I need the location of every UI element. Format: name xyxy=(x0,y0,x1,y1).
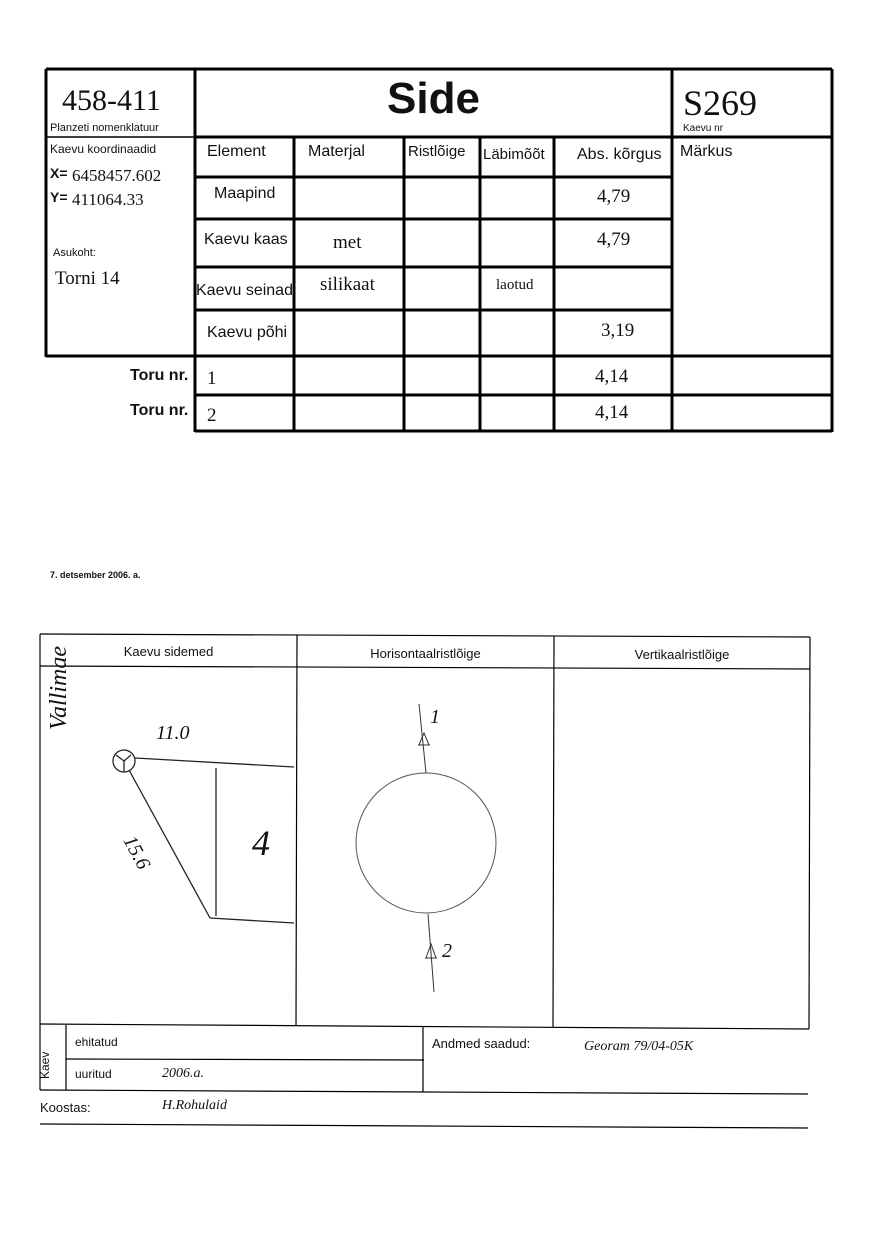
y-label: Y= xyxy=(50,189,68,205)
panel-title-horizontal: Horisontaalristlõige xyxy=(370,646,481,661)
pipe-bottom-label: 2 xyxy=(442,940,452,962)
pipe-number: 1 xyxy=(207,368,217,389)
author-value: H.Rohulaid xyxy=(162,1098,227,1113)
row-diameter: laotud xyxy=(496,277,534,293)
coords-label: Kaevu koordinaadid xyxy=(50,142,157,156)
row-height: 4,79 xyxy=(597,229,631,250)
y-value: 411064.33 xyxy=(72,190,144,209)
row-element: Kaevu põhi xyxy=(207,324,288,341)
place-value: Torni 14 xyxy=(55,268,120,289)
surveyed-label: uuritud xyxy=(75,1067,112,1081)
horizontal-section-drawing xyxy=(356,704,496,992)
col-header-height: Abs. kõrgus xyxy=(577,146,662,163)
data-source-value: Georam 79/04-05K xyxy=(584,1039,694,1054)
row-element: Kaevu kaas xyxy=(204,231,288,248)
row-height: 3,19 xyxy=(601,320,635,341)
dim-diagonal-label: 15.6 xyxy=(118,832,155,874)
pipe-number: 2 xyxy=(207,405,217,426)
sheet-label: Planzeti nomenklatuur xyxy=(50,122,159,134)
panel-title-connections: Kaevu sidemed xyxy=(123,644,214,659)
dim-top-label: 11.0 xyxy=(156,722,190,744)
well-number: S269 xyxy=(683,83,758,123)
street-name-label: Vallimae xyxy=(46,646,72,730)
kaev-label: Kaev xyxy=(38,1051,52,1079)
row-height: 4,79 xyxy=(597,186,631,207)
x-value: 6458457.602 xyxy=(72,166,162,185)
data-source-label: Andmed saadud: xyxy=(432,1036,531,1051)
pipe-label: Toru nr. xyxy=(130,367,189,384)
sheet-number: 458-411 xyxy=(62,84,161,117)
pipe-label: Toru nr. xyxy=(130,402,189,419)
row-material: silikaat xyxy=(320,274,375,295)
surveyed-value: 2006.a. xyxy=(162,1066,204,1081)
row-element: Kaevu seinad xyxy=(196,282,293,299)
row-material: met xyxy=(333,232,362,253)
built-label: ehitatud xyxy=(75,1035,118,1049)
col-header-cross: Ristlõige xyxy=(408,143,466,160)
page-title: Side xyxy=(387,74,480,123)
col-header-material: Materjal xyxy=(308,143,365,160)
row-element: Maapind xyxy=(214,185,276,202)
pipe-top-label: 1 xyxy=(430,706,440,728)
col-header-element: Element xyxy=(207,143,266,160)
dim-right-label: 4 xyxy=(252,823,270,863)
col-header-diameter: Läbimõõt xyxy=(483,146,545,163)
x-label: X= xyxy=(50,165,68,181)
pipe-height: 4,14 xyxy=(595,366,629,387)
place-label: Asukoht: xyxy=(53,247,96,259)
author-label: Koostas: xyxy=(40,1100,91,1115)
pipe-height: 4,14 xyxy=(595,402,629,423)
panel-title-vertical: Vertikaalristlõige xyxy=(634,647,730,662)
well-label: Kaevu nr xyxy=(683,123,724,134)
col-header-notes: Märkus xyxy=(680,143,733,160)
date-text: 7. detsember 2006. a. xyxy=(50,570,141,580)
